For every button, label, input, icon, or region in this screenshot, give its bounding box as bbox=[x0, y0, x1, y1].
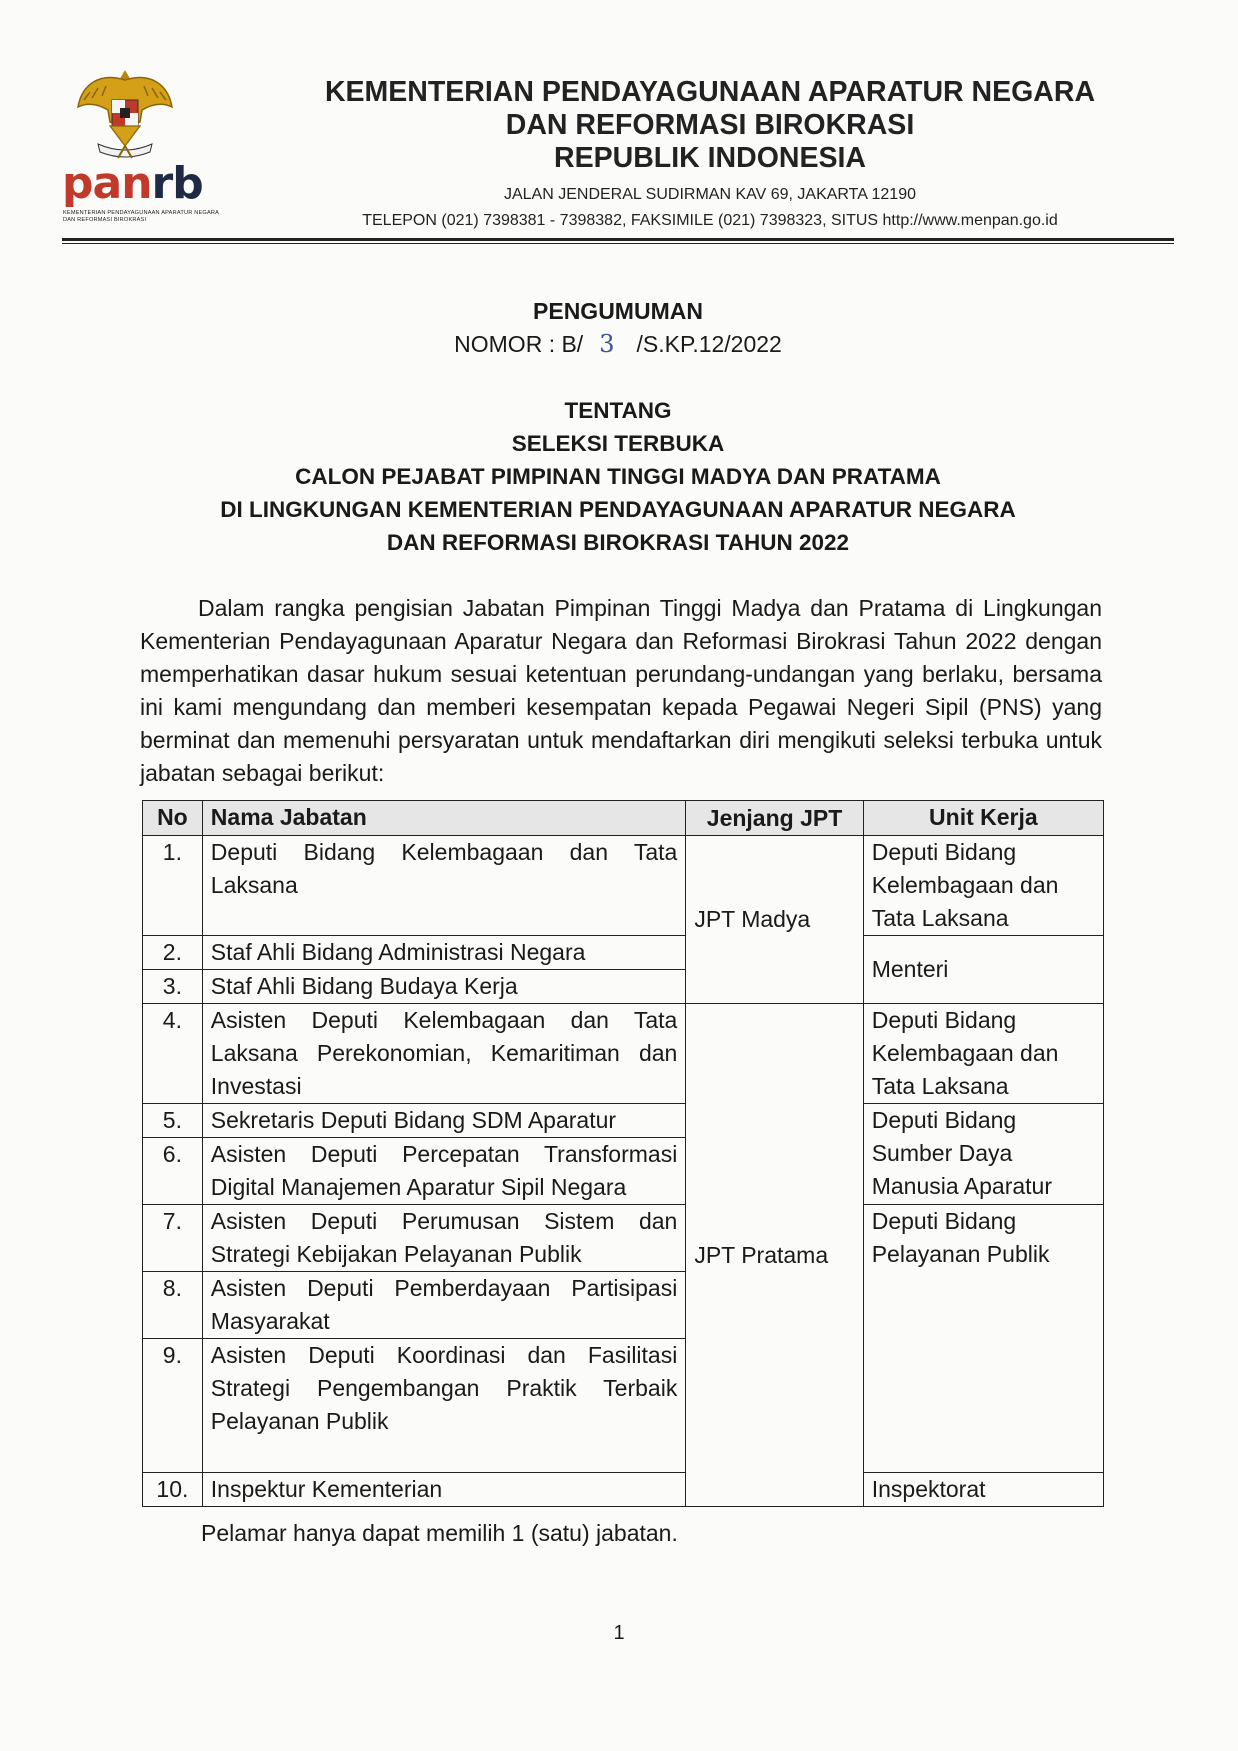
cell-nama: Inspektur Kementerian bbox=[202, 1473, 686, 1507]
cell-unit: Deputi Bidang Pelayanan Publik bbox=[863, 1205, 1103, 1473]
cell-no: 9. bbox=[143, 1339, 203, 1473]
cell-unit: Deputi Bidang Kelembagaan dan Tata Laksana bbox=[863, 836, 1103, 936]
cell-nama: Deputi Bidang Kelembagaan dan Tata Laksana bbox=[202, 836, 686, 936]
cell-jenjang: JPT Madya bbox=[686, 836, 863, 1004]
nomor-suffix: /S.KP.12/2022 bbox=[636, 331, 782, 357]
table-row bbox=[143, 836, 1104, 936]
title-line: TENTANG bbox=[564, 398, 672, 423]
body-text bbox=[140, 592, 1102, 790]
announcement-title bbox=[62, 394, 1174, 559]
org-line-1: KEMENTERIAN PENDAYAGUNAAN APARATUR NEGARA bbox=[324, 76, 1096, 108]
cell-nama: Sekretaris Deputi Bidang SDM Aparatur bbox=[202, 1104, 686, 1138]
header-unit: Unit Kerja bbox=[863, 801, 1103, 836]
nomor-prefix: NOMOR : B/ bbox=[454, 331, 584, 357]
garuda-emblem-icon bbox=[70, 62, 180, 162]
title-line: DI LINGKUNGAN KEMENTERIAN PENDAYAGUNAAN APARATUR NEGARA bbox=[220, 497, 1016, 522]
org-line-2: DAN REFORMASI BIROKRASI bbox=[505, 109, 915, 141]
letterhead-org bbox=[230, 76, 1190, 175]
cell-unit: Inspektorat bbox=[863, 1473, 1103, 1507]
cell-no: 1. bbox=[143, 836, 203, 936]
nomor-handwritten: 3 bbox=[599, 330, 615, 358]
announcement-heading: PENGUMUMAN bbox=[533, 298, 703, 324]
title-line: SELEKSI TERBUKA bbox=[511, 431, 725, 456]
cell-no: 10. bbox=[143, 1473, 203, 1507]
cell-jenjang: JPT Pratama bbox=[686, 1004, 863, 1507]
table-row bbox=[143, 1473, 1104, 1507]
cell-nama: Asisten Deputi Kelembagaan dan Tata Laksana Perekonomian, Kemaritiman dan Investasi bbox=[202, 1004, 686, 1104]
page-number: 1 bbox=[613, 1622, 625, 1644]
letterhead-rule-thick bbox=[62, 238, 1174, 241]
cell-nama: Asisten Deputi Pemberdayaan Partisipasi Masyarakat bbox=[202, 1272, 686, 1339]
cell-no: 3. bbox=[143, 970, 203, 1004]
ministry-logo bbox=[62, 62, 219, 223]
positions-table bbox=[142, 800, 1104, 1507]
table-row bbox=[143, 1004, 1104, 1104]
header-nama: Nama Jabatan bbox=[202, 801, 686, 836]
cell-no: 6. bbox=[143, 1138, 203, 1205]
cell-no: 8. bbox=[143, 1272, 203, 1339]
header-jenjang: Jenjang JPT bbox=[686, 801, 863, 836]
cell-nama: Asisten Deputi Percepatan Transformasi Digital Manajemen Aparatur Sipil Negara bbox=[202, 1138, 686, 1205]
table-row bbox=[143, 1104, 1104, 1138]
cell-no: 7. bbox=[143, 1205, 203, 1272]
body-paragraph: Dalam rangka pengisian Jabatan Pimpinan Tinggi Madya dan Pratama di Lingkungan Kementerian Pendayagunaan Aparatur Negara dan Reformasi Birokrasi Tahun 2022 dengan memperhatikan dasar hukum sesuai ketentuan perundang-undangan yang berlaku, bersama ini kami mengundang dan memberi kesempatan kepada Pegawai Negeri Sipil (PNS) yang berminat dan memenuhi persyaratan untuk mendaftarkan diri mengikuti seleksi terbuka untuk jabatan sebagai berikut: bbox=[140, 595, 1102, 786]
applicant-note: Pelamar hanya dapat memilih 1 (satu) jabatan. bbox=[201, 1520, 678, 1546]
letterhead-contact: TELEPON (021) 7398381 - 7398382, FAKSIMILE (021) 7398323, SITUS http://www.menpan.go.id bbox=[362, 212, 1058, 229]
letterhead-address: JALAN JENDERAL SUDIRMAN KAV 69, JAKARTA 12190 bbox=[503, 186, 916, 203]
table-header-row bbox=[143, 801, 1104, 836]
logo-subtitle: KEMENTERIAN PENDAYAGUNAAN APARATUR NEGARA DAN REFORMASI BIROKRASI bbox=[63, 210, 219, 223]
cell-nama: Asisten Deputi Perumusan Sistem dan Strategi Kebijakan Pelayanan Publik bbox=[202, 1205, 686, 1272]
cell-unit: Deputi Bidang Kelembagaan dan Tata Laksana bbox=[863, 1004, 1103, 1104]
logo-wordmark: panrb bbox=[62, 158, 203, 209]
table-row bbox=[143, 936, 1104, 970]
title-line: CALON PEJABAT PIMPINAN TINGGI MADYA DAN PRATAMA bbox=[295, 464, 941, 489]
cell-nama: Staf Ahli Bidang Administrasi Negara bbox=[202, 936, 686, 970]
cell-unit: Menteri bbox=[863, 936, 1103, 1004]
letterhead-rule-thin bbox=[62, 243, 1174, 244]
cell-unit: Deputi Bidang Sumber Daya Manusia Aparatur bbox=[863, 1104, 1103, 1205]
cell-no: 2. bbox=[143, 936, 203, 970]
org-line-3: REPUBLIK INDONESIA bbox=[554, 142, 866, 174]
header-no: No bbox=[143, 801, 203, 836]
title-line: DAN REFORMASI BIROKRASI TAHUN 2022 bbox=[386, 530, 850, 555]
cell-nama: Asisten Deputi Koordinasi dan Fasilitasi Strategi Pengembangan Praktik Terbaik Pelayanan Publik bbox=[202, 1339, 686, 1473]
table-row bbox=[143, 1205, 1104, 1272]
announcement-number bbox=[62, 330, 1174, 358]
cell-no: 5. bbox=[143, 1104, 203, 1138]
cell-no: 4. bbox=[143, 1004, 203, 1104]
cell-nama: Staf Ahli Bidang Budaya Kerja bbox=[202, 970, 686, 1004]
